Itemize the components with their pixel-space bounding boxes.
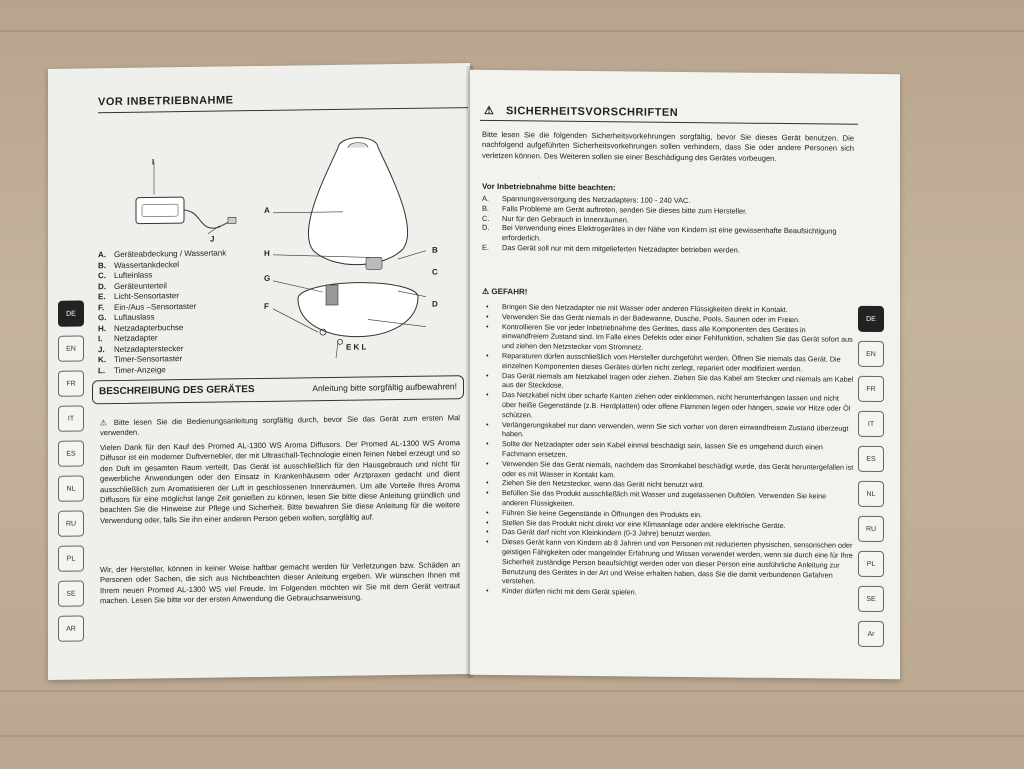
warning-icon: ⚠ [100, 418, 110, 428]
safety-rule-item: • Ziehen Sie den Netzstecker, wenn das Gerät nicht benutzt wird. [482, 478, 854, 492]
before-use-list [482, 194, 854, 257]
section-header-box [92, 375, 464, 404]
language-tab-en[interactable]: EN [58, 335, 84, 361]
part-label: Geräteabdeckung / Wassertank [114, 248, 227, 260]
safety-rule-item: • Verwenden Sie das Gerät niemals in der Badewanne, Dusche, Pools, Saunen oder im Freien. [482, 312, 854, 326]
parts-list-item [98, 364, 226, 376]
page-title: VOR INBETRIEBNAHME [98, 94, 234, 109]
before-use-text: Bei Verwendung eines Elektrogerätes in der Nähe von Kindern ist eine gewissenhafte Beaufsichtigung erforderlich. [502, 223, 837, 243]
diagram-label-b: B [432, 245, 438, 255]
diagram-label-a: A [264, 205, 270, 215]
power-adapter-drawing [136, 161, 236, 234]
warning-text: Bitte lesen Sie die Bedienungsanleitung sorgfältig durch, bevor Sie das Gerät zum ersten Mal verwenden. [100, 413, 460, 438]
safety-rules-list [482, 302, 854, 600]
before-use-letter: B. [482, 203, 489, 213]
part-letter: A. [98, 250, 106, 260]
language-tab-it[interactable]: IT [858, 411, 884, 437]
part-letter: E. [98, 292, 106, 302]
before-use-text: Nur für den Gebrauch in Innenräumen. [502, 213, 629, 225]
language-tab-en[interactable]: EN [858, 341, 884, 367]
section-note: Anleitung bitte sorgfältig aufbewahren! [312, 381, 457, 394]
diagram-label-c: C [432, 267, 438, 277]
page-title-text: SICHERHEITSVORSCHRIFTEN [505, 105, 679, 119]
part-label: Luftauslass [114, 312, 155, 323]
safety-rule-item: • Das Gerät darf nicht von Kleinkindern (0-3 Jahre) benutzt werden. [482, 527, 854, 541]
section-title: BESCHREIBUNG DES GERÄTES [99, 384, 255, 398]
before-use-letter: D. [482, 223, 490, 233]
language-tab-se[interactable]: SE [58, 580, 84, 606]
safety-rule-item: • Sollte der Netzadapter oder sein Kabel einmal beschädigt sein, lassen Sie es umgehend durch einen Fachmann ersetzen. [482, 439, 854, 462]
part-letter: K. [98, 355, 106, 365]
part-letter: I. [98, 334, 103, 344]
part-label: Lufteinlass [114, 270, 153, 281]
diagram-label-d: D [432, 299, 438, 309]
before-use-letter: A. [482, 193, 489, 203]
safety-rule-item: • Stellen Sie das Produkt nicht direkt vor eine Klimaanlage oder andere elektrische Geräte. [482, 517, 854, 531]
language-tab-fr[interactable]: FR [858, 376, 884, 402]
language-tab-es[interactable]: ES [58, 440, 84, 466]
language-tab-nl[interactable]: NL [58, 475, 84, 501]
before-use-letter: C. [482, 213, 490, 223]
diagram-label-i: I [152, 157, 155, 167]
diagram-label-h: H [264, 248, 270, 258]
safety-rule-item: • Führen Sie keine Gegenstände in Öffnungen des Produkts ein. [482, 508, 854, 522]
part-letter: H. [98, 323, 106, 333]
intro-paragraph: Vielen Dank für den Kauf des Promed AL-1300 WS Aroma Diffusors. Der Promed AL-1300 WS Aroma Diffusor ist ein moderner Duftvernebler, der mit Ultraschall-Technologie einen feinen Nebel erzeugt und so den Duft im gesamten Raum verteilt. Das Gerät ist ausschließlich für den Hausgebrauch und nicht für gewerbliche Anwendungen oder den Einsatz in Krankenhäusern oder Arztpraxen gedacht und dient ausschließlich zum Aromatisieren der Luft in geschlossenen Innenräumen. Um alle Vorteile Ihres Aroma Diffusors für eine möglichst lange Zeit genießen zu können, lesen Sie bitte diese Anleitung gründlich und beachten Sie die Hinweise zur Pflege und Sicherheit. Bitte bewahren Sie diese Anleitung für die weitere Verwendung oder, falls Sie ihn einer anderen Person geben wollen, sorgfältig auf. [100, 438, 460, 526]
warning-icon: ⚠ [484, 104, 495, 118]
before-use-text: Spannungsversorgung des Netzadapters: 100 - 240 VAC. [502, 194, 691, 206]
diagram-label-ekl: E K L [346, 342, 367, 352]
safety-rule-item: • Das Netzkabel nicht über scharfe Kanten ziehen oder einklemmen, nicht herunterhängen lassen und nicht über heiße Gegenstände (z.B. Herdplatten) oder offene Flammen legen oder hängen, sowie vor Hitze oder Öl schützen. [482, 390, 854, 423]
language-tab-es[interactable]: ES [858, 446, 884, 472]
part-letter: J. [98, 344, 105, 354]
language-tab-ar[interactable]: AR [58, 615, 84, 641]
part-letter: F. [98, 302, 105, 312]
before-use-text: Das Gerät soll nur mit dem mitgelieferten Netzadapter betrieben werden. [502, 243, 740, 255]
language-tab-pl[interactable]: PL [858, 551, 884, 577]
language-tabs-right [858, 306, 884, 647]
language-tab-nl[interactable]: NL [858, 481, 884, 507]
danger-heading [482, 287, 527, 296]
title-underline [480, 120, 858, 125]
before-use-title: Vor Inbetriebnahme bitte beachten: [482, 181, 616, 193]
safety-rule-item: • Befüllen Sie das Produkt ausschließlich mit Wasser und zugelassenen Duftölen. Verwenden Sie keine anderen Flüssigkeiten. [482, 488, 854, 511]
liability-paragraph: Wir, der Hersteller, können in keiner Weise haftbar gemacht werden für Verletzungen bzw. Schäden an Personen oder Sachen, die sich aus Nichtbeachten dieser Anleitung ergeben. Wir wünschen Ihnen mit Ihrem neuen Promed AL-1300 WS viel Freude. Im Folgenden möchten wir Sie mit dem Gerät vertraut machen. Lesen Sie bitte vor der ersten Anwendung die Gebrauchsanweisung. [100, 560, 460, 606]
warning-icon: ⚠ [482, 286, 490, 296]
diagram-label-g: G [264, 273, 271, 283]
wood-grain [0, 690, 1024, 692]
language-tab-ru[interactable]: RU [58, 510, 84, 536]
intro-warning [100, 413, 460, 439]
title-underline [98, 107, 468, 113]
safety-intro: Bitte lesen Sie die folgenden Sicherheitsvorkehrungen sorgfältig, bevor Sie dieses Gerät benutzen. Die nachfolgend aufgeführten Sicherheitsvorkehrungen sollen verhindern, dass Sie oder andere Personen sich verletzen können. Des Weiteren sollen sie einer Beschädigung des Gerätes vorbeugen. [482, 129, 854, 163]
part-letter: L. [98, 365, 106, 375]
part-label: Netzadapterbuchse [114, 322, 184, 333]
safety-rule-item: • Kontrollieren Sie vor jeder Inbetriebnahme des Gerätes, dass alle Komponenten des Gerätes in einwandfreiem Zustand sind. Im Falle eines Defekts oder einer Fehlfunktion, schalten Sie das Gerät sofort aus und ziehen den Netzstecker vom Stromnetz. [482, 321, 854, 354]
danger-title: GEFAHR! [491, 286, 528, 297]
before-use-letter: E. [482, 242, 489, 252]
parts-list [98, 248, 226, 376]
safety-rule-item: • Verwenden Sie das Gerät niemals, nachdem das Stromkabel beschädigt wurde, das Gerät heruntergefallen ist oder es mit Wasser in Kontakt kam. [482, 459, 854, 482]
safety-rule-item: • Reparaturen dürfen ausschließlich vom Hersteller durchgeführt werden. Öffnen Sie niemals das Gerät. Die einzelnen Komponenten dieses Gerätes dürfen nicht zerlegt, repariert oder modifiziert werden. [482, 351, 854, 374]
language-tab-fr[interactable]: FR [58, 370, 84, 396]
diagram-label-f: F [264, 301, 269, 311]
safety-rule-item: • Dieses Gerät kann von Kindern ab 8 Jahren und von Personen mit reduzierten physischen, sensorischen oder geistigen Fähigkeiten oder mangelnder Erfahrung und Wissen verwendet werden, wenn sie durch eine für Ihre Sicherheit zuständige Person beaufsichtigt werden oder von dieser Person eine ausführliche Anleitung zur Benutzung des Gerätes in der Art und Weise erhalten haben, dass Sie die damit verbundenen Gefahren verstehen. [482, 537, 854, 590]
part-label: Ein-/Aus –Sensortaster [114, 301, 197, 312]
part-letter: B. [98, 260, 106, 270]
safety-rule-item: • Bringen Sie den Netzadapter nie mit Wasser oder anderen Flüssigkeiten direkt in Kontakt. [482, 302, 854, 316]
part-label: Timer-Sensortaster [114, 354, 183, 365]
before-use-text: Falls Probleme am Gerät auftreten, senden Sie dieses bitte zum Hersteller. [502, 203, 748, 216]
safety-rule-item: • Verlängerungskabel nur dann verwenden, wenn Sie sich vorher von deren einwandfreiem Zustand überzeugt haben. [482, 419, 854, 442]
part-label: Netzadapter [114, 333, 158, 344]
safety-rule-item: • Kinder dürfen nicht mit dem Gerät spielen. [482, 586, 854, 600]
part-label: Wassertankdeckel [114, 259, 180, 270]
part-label: Geräteunterteil [114, 280, 167, 291]
language-tab-se[interactable]: SE [858, 586, 884, 612]
language-tab-ar[interactable]: Ar [858, 621, 884, 647]
part-label: Licht-Sensortaster [114, 291, 179, 302]
wood-grain [0, 735, 1024, 737]
language-tab-ru[interactable]: RU [858, 516, 884, 542]
diffuser-cover-drawing [308, 137, 407, 270]
left-page [48, 63, 470, 680]
part-letter: G. [98, 313, 107, 323]
language-tab-de[interactable]: DE [58, 300, 84, 326]
diagram-label-j: J [210, 234, 215, 244]
safety-rule-item: • Das Gerät niemals am Netzkabel tragen oder ziehen. Ziehen Sie das Kabel am Stecker und niemals am Kabel aus der Steckdose. [482, 370, 854, 393]
part-letter: D. [98, 281, 106, 291]
language-tab-it[interactable]: IT [58, 405, 84, 431]
language-tabs-left [58, 300, 84, 641]
part-label: Timer-Anzeige [114, 364, 166, 375]
part-letter: C. [98, 271, 106, 281]
language-tab-de[interactable]: DE [858, 306, 884, 332]
page-title [484, 104, 678, 119]
part-label: Netzadapterstecker [114, 343, 184, 354]
language-tab-pl[interactable]: PL [58, 545, 84, 571]
right-page [470, 70, 900, 680]
wood-grain [0, 30, 1024, 32]
